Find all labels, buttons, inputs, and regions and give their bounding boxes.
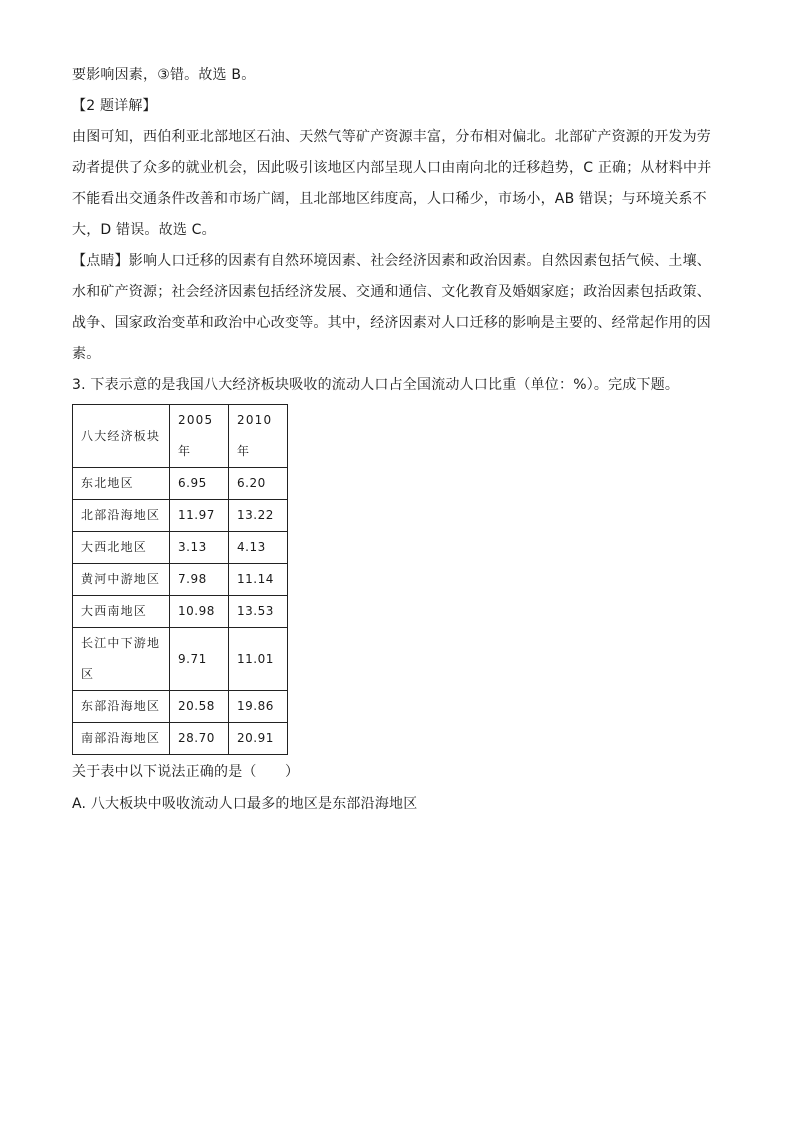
value-2005-cell: 9.71 [170,628,229,691]
value-2005-cell: 28.70 [170,723,229,755]
region-cell: 大西北地区 [73,532,170,564]
table-header-cell: 2010 年 [229,405,288,468]
table-header-row [73,405,288,468]
region-cell: 黄河中游地区 [73,564,170,596]
question-prompt: 关于表中以下说法正确的是（ ） [72,764,300,780]
document-page [72,60,722,819]
value-2010-cell: 11.14 [229,564,288,596]
table-row [73,468,288,500]
question-3-stem: 3. 下表示意的是我国八大经济板块吸收的流动人口占全国流动人口比重（单位：%）。完成下题。 [72,377,680,393]
region-cell: 长江中下游地区 [73,628,170,691]
table-row [73,628,288,691]
option-a: A. 八大板块中吸收流动人口最多的地区是东部沿海地区 [72,796,418,812]
value-2010-cell: 20.91 [229,723,288,755]
value-2005-cell: 6.95 [170,468,229,500]
region-cell: 北部沿海地区 [73,500,170,532]
table-row [73,723,288,755]
region-cell: 大西南地区 [73,596,170,628]
value-2010-cell: 4.13 [229,532,288,564]
section-heading: 【2 题详解】 [72,98,157,114]
region-cell: 南部沿海地区 [73,723,170,755]
region-cell: 东北地区 [73,468,170,500]
table-row [73,500,288,532]
tip-paragraph: 【点睛】影响人口迁移的因素有自然环境因素、社会经济因素和政治因素。自然因素包括气候、土壤、水和矿产资源；社会经济因素包括经济发展、交通和通信、文化教育及婚姻家庭；政治因素包括政策、战争、国家政治变革和政治中心改变等。其中，经济因素对人口迁移的影响是主要的、经常起作用的因素。 [72,253,711,362]
value-2010-cell: 11.01 [229,628,288,691]
value-2010-cell: 13.53 [229,596,288,628]
table-header-cell: 2005 年 [170,405,229,468]
region-cell: 东部沿海地区 [73,691,170,723]
value-2005-cell: 10.98 [170,596,229,628]
value-2010-cell: 13.22 [229,500,288,532]
value-2005-cell: 3.13 [170,532,229,564]
table-row [73,596,288,628]
table-header-cell: 八大经济板块 [73,405,170,468]
value-2005-cell: 11.97 [170,500,229,532]
value-2010-cell: 6.20 [229,468,288,500]
value-2005-cell: 20.58 [170,691,229,723]
answer-continuation: 要影响因素，③错。故选 B。 [72,67,256,83]
table-row [73,564,288,596]
explanation-paragraph: 由图可知，西伯利亚北部地区石油、天然气等矿产资源丰富，分布相对偏北。北部矿产资源的开发为劳动者提供了众多的就业机会，因此吸引该地区内部呈现人口由南向北的迁移趋势，C 正确；从材料中并不能看出交通条件改善和市场广阔，且北部地区纬度高，人口稀少，市场小，AB 错误；与环境关系不大，D 错误。故选 C。 [72,129,712,238]
table-row [73,691,288,723]
population-table [72,404,288,755]
table-row [73,532,288,564]
value-2005-cell: 7.98 [170,564,229,596]
value-2010-cell: 19.86 [229,691,288,723]
